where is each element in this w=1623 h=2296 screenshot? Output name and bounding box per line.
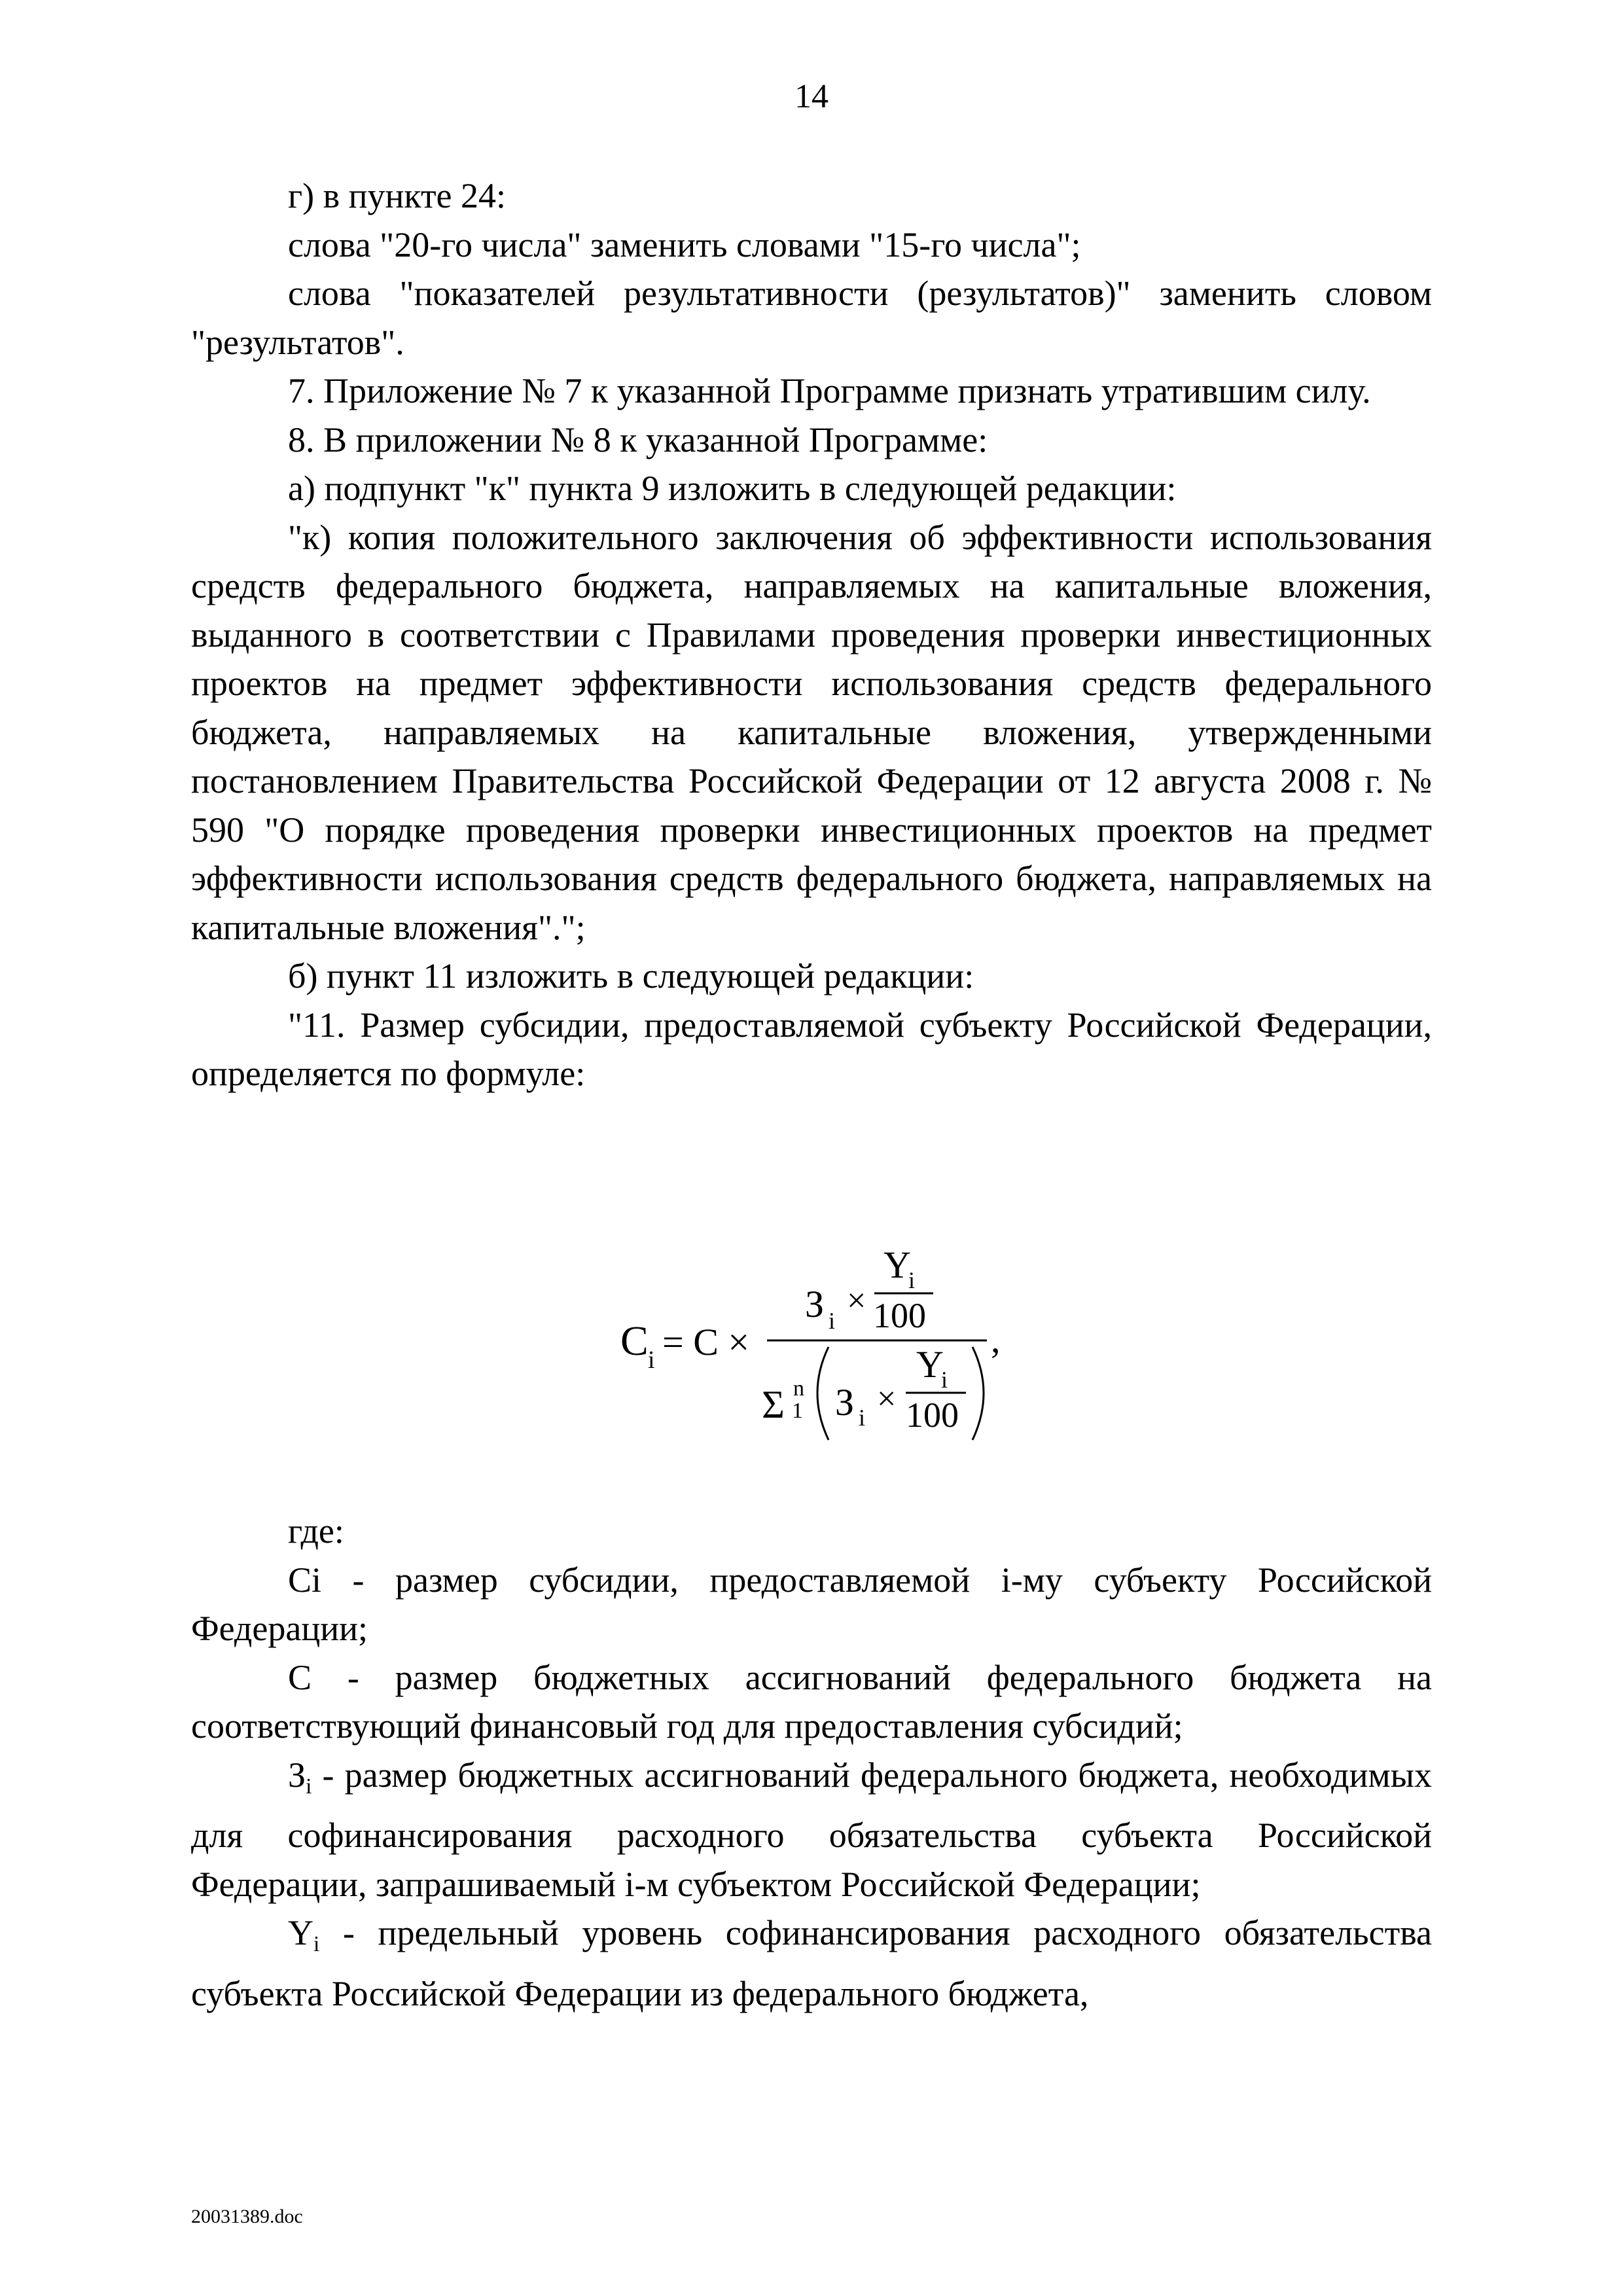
den-lower: 1 — [792, 1399, 803, 1423]
legend-item — [191, 1909, 1432, 2018]
num-z-sub: i — [829, 1308, 836, 1334]
legend-symbol: З — [288, 1755, 306, 1795]
paragraph: слова "20-го числа" заменить словами "15-го числа"; — [288, 224, 1081, 264]
den-hundred: 100 — [906, 1395, 959, 1435]
legend-subscript: i — [313, 1932, 320, 1957]
paragraph: а) подпункт "к" пункта 9 изложить в следующей редакции: — [288, 469, 1177, 508]
legend-text: - предельный уровень софинансирования расходного обязательства субъекта Российской Федерации из федерального бюджета, — [191, 1913, 1432, 2013]
paragraph: слова "показателей результативности (результатов)" заменить словом "результатов". — [191, 274, 1432, 362]
formula-lhs-sub: i — [648, 1346, 655, 1374]
paragraph: "11. Размер субсидии, предоставляемой субъекту Российской Федерации, определяется по формуле: — [191, 1005, 1432, 1093]
legend-symbol: Ci — [288, 1560, 322, 1600]
num-z: З — [805, 1283, 825, 1325]
subsidy-formula — [0, 1224, 1623, 1473]
paragraph: 8. В приложении № 8 к указанной Программе: — [288, 420, 988, 459]
legend-item — [191, 1751, 1432, 1909]
legend-text: - размер субсидии, предоставляемой i-му субъекту Российской Федерации; — [191, 1560, 1433, 1648]
legend-text: - размер бюджетных ассигнований федерального бюджета, необходимых для софинансирования расходного обязательства субъекта Российской Федерации, запрашиваемый i-м субъектом Российской Федерации; — [191, 1755, 1432, 1904]
main-text — [191, 171, 1432, 1098]
where-label: где: — [288, 1511, 344, 1551]
file-name-footer: 20031389.doc — [191, 2206, 303, 2227]
den-right-paren — [972, 1347, 984, 1440]
page-number: 14 — [794, 78, 829, 115]
paragraph: г) в пункте 24: — [288, 176, 507, 215]
legend-symbol: C — [288, 1657, 312, 1697]
den-upper: n — [793, 1376, 804, 1401]
den-times: × — [877, 1380, 897, 1418]
legend-item — [191, 1556, 1432, 1653]
den-y: Y — [916, 1343, 944, 1386]
paragraph: 7. Приложение № 7 к указанной Программе признать утратившим силу. — [288, 371, 1371, 410]
num-y-sub: i — [908, 1267, 916, 1293]
den-y-sub: i — [941, 1367, 948, 1393]
legend-subscript: i — [306, 1774, 312, 1799]
den-z-sub: i — [859, 1405, 866, 1431]
formula-c-times: = C × — [662, 1321, 750, 1363]
formula-lhs: C — [620, 1318, 649, 1364]
legend-symbol: Y — [288, 1913, 313, 1953]
num-y: Y — [883, 1244, 911, 1286]
paragraph: б) пункт 11 изложить в следующей редакции: — [288, 956, 974, 996]
num-hundred: 100 — [873, 1296, 926, 1335]
den-sigma: Σ — [762, 1383, 785, 1426]
den-z: З — [835, 1381, 855, 1424]
num-times: × — [847, 1282, 866, 1319]
legend-item — [191, 1653, 1432, 1751]
legend-text: - размер бюджетных ассигнований федерального бюджета на соответствующий финансовый год для предоставления субсидий; — [191, 1657, 1432, 1746]
formula-comma: , — [991, 1318, 1001, 1361]
formula-legend — [191, 1507, 1432, 2018]
den-left-paren — [817, 1347, 829, 1440]
paragraph: "к) копия положительного заключения об эффективности использования средств федерального бюджета, направляемых на капитальные вложения, выданного в соответствии с Правилами проведения проверки инвестиционных проектов на предмет эффективности использования средств федерального бюджета, направляемых на капитальные вложения, утвержденными постановлением Правительства Российской Федерации от 12 августа 2008 г. № 590 "О порядке проведения проверки инвестиционных проектов на предмет эффективности использования средств федерального бюджета, направляемых на капитальные вложения"."; — [191, 517, 1432, 947]
